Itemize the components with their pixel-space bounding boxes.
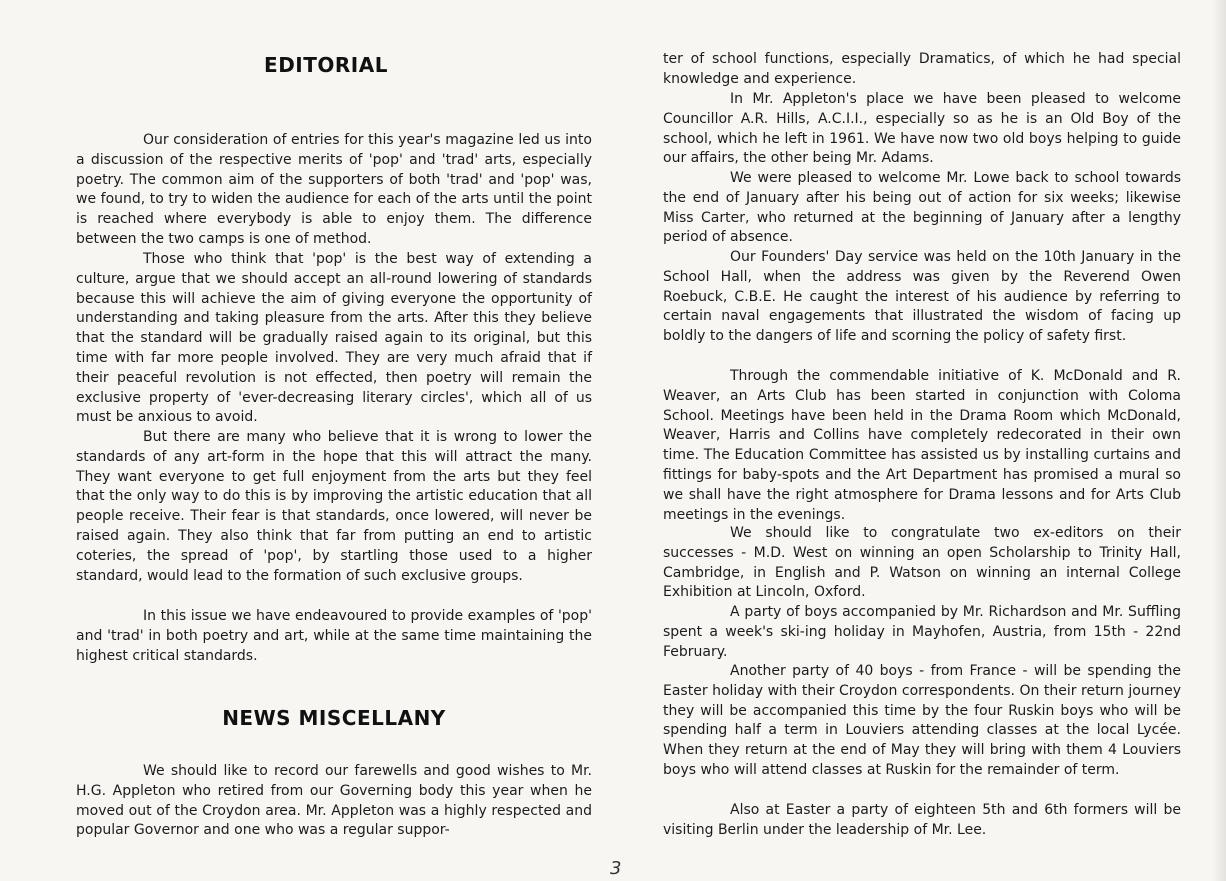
news-miscellany-heading: NEWS MISCELLANY <box>222 706 446 730</box>
news-paragraph: We should like to congratulate two ex-editors on their successes - M.D. West on winning an open Scholarship to Trinity Hall, Cambridge, in English and P. Watson on winning an internal College Exhibition at Lincoln, Oxford. <box>663 525 1181 601</box>
news-paragraph: In Mr. Appleton's place we have been pleased to welcome Councillor A.R. Hills, A.C.I.I., especially so as he is an Old Boy of the school, which he left in 1961. We have now two old boys helping to guide our affairs, the other being Mr. Adams. <box>663 91 1181 167</box>
news-paragraph: Also at Easter a party of eighteen 5th and 6th formers will be visiting Berlin under the leadership of Mr. Lee. <box>663 802 1181 838</box>
editorial-paragraph: Our consideration of entries for this year's magazine led us into a discussion of the respective merits of 'pop' and 'trad' arts, especially poetry. The common aim of the supporters of both 'trad' and 'pop' was, we found, to try to widen the audience for each of the arts until the point is reached where everybody is able to enjoy them. The difference between the two camps is one of method. <box>76 132 592 247</box>
news-paragraph: ter of school functions, especially Dramatics, of which he had special knowledge and experience. <box>663 51 1181 87</box>
editorial-paragraph: But there are many who believe that it is wrong to lower the standards of any art-form in the hope that this will attract the many. They want everyone to get full enjoyment from the arts but they feel that the only way to do this is by improving the artistic education that all people receive. Their fear is that standards, once lowered, will never be raised again. They also think that far from putting an end to artistic coteries, the spread of 'pop', by startling those used to a higher standard, would lead to the formation of such exclusive groups. <box>76 429 592 584</box>
news-paragraph: Another party of 40 boys - from France - will be spending the Easter holiday with their Croydon correspondents. On their return journey they will be accompanied this time by the four Ruskin boys who will be spending half a term in Louviers attending classes at the local Lycée. When they return at the end of May they will bring with them 4 Louviers boys who will attend classes at Ruskin for the remainder of term. <box>663 663 1181 778</box>
editorial-heading: EDITORIAL <box>264 53 388 77</box>
news-paragraph: Our Founders' Day service was held on the 10th January in the School Hall, when the address was given by the Reverend Owen Roebuck, C.B.E. He caught the interest of his audience by referring to certain naval engagements that illustrated the wisdom of facing up boldly to the dangers of life and scorning the policy of safety first. <box>663 249 1181 345</box>
editorial-paragraph: In this issue we have endeavoured to provide examples of 'pop' and 'trad' in both poetry and art, while at the same time maintaining the highest critical standards. <box>76 608 592 664</box>
news-paragraph: We should like to record our farewells and good wishes to Mr. H.G. Appleton who retired from our Governing body this year when he moved out of the Croydon area. Mr. Appleton was a highly respected and popular Governor and one who was a regular suppor- <box>76 763 592 839</box>
news-paragraph: A party of boys accompanied by Mr. Richardson and Mr. Suffling spent a week's ski-ing holiday in Mayhofen, Austria, from 15th - 22nd February. <box>663 604 1181 660</box>
page-number: 3 <box>610 858 622 879</box>
editorial-paragraph: Those who think that 'pop' is the best way of extending a culture, argue that we should accept an all-round lowering of standards because this will achieve the aim of giving everyone the opportunity of understanding and taking pleasure from the arts. After this they believe that the standard will be gradually raised again to its original, but this time with far more people involved. They are very much afraid that if their peaceful revolution is not effected, then poetry will remain the exclusive property of 'ever-decreasing literary circles', which all of us must be anxious to avoid. <box>76 251 592 426</box>
news-paragraph: Through the commendable initiative of K. McDonald and R. Weaver, an Arts Club has been started in conjunction with Coloma School. Meetings have been held in the Drama Room which McDonald, Weaver, Harris and Collins have completely redecorated in their own time. The Education Committee has assisted us by installing curtains and fittings for baby-spots and the Art Department has promised a mural so we shall have the right atmosphere for Drama lessons and for Arts Club meetings in the evenings. <box>663 368 1181 523</box>
news-paragraph: We were pleased to welcome Mr. Lowe back to school towards the end of January after his being out of action for six weeks; likewise Miss Carter, who returned at the beginning of January after a lengthy period of absence. <box>663 170 1181 246</box>
page-edge <box>1212 0 1226 881</box>
